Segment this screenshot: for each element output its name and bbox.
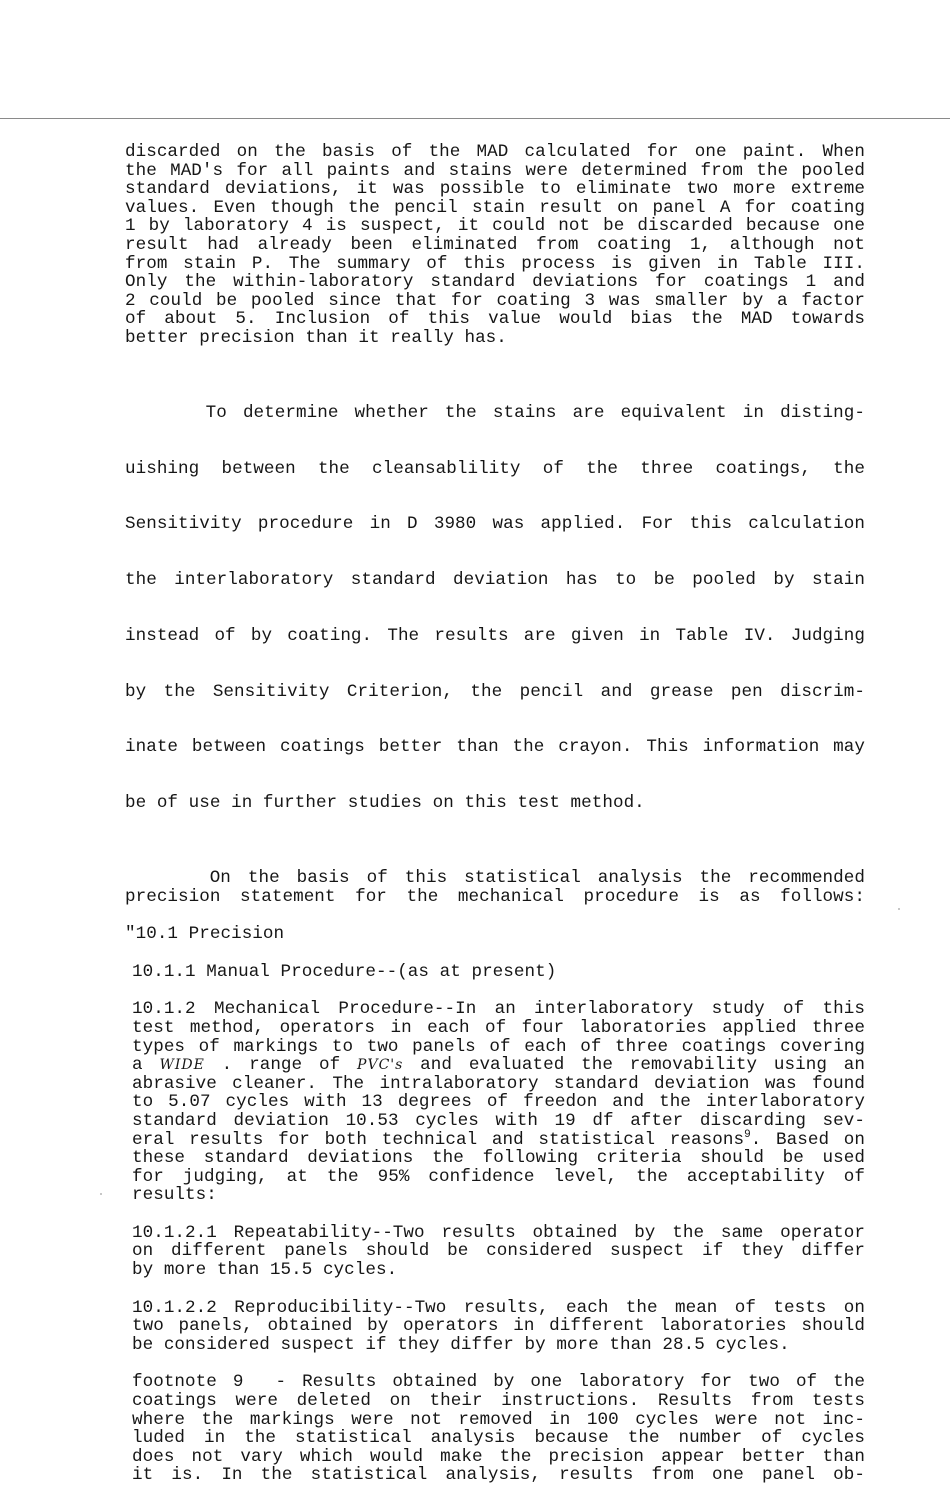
text-line: two panels, obtained by operators in different laboratories should (132, 1316, 865, 1337)
text-line: of about 5. Inclusion of this value would bias the MAD towards (125, 309, 865, 330)
text-line-with-footnote-ref (132, 1128, 865, 1150)
heading-text: "10.1 Precision (125, 924, 285, 945)
paragraph-stains-sensitivity (125, 367, 865, 850)
text-line: result had already been eliminated from coating 1, although not (125, 234, 865, 255)
section-repeatability (125, 1224, 865, 1280)
footnote-reference: 9 (744, 1128, 751, 1141)
text-fragment: . Based on (750, 1129, 865, 1150)
text-fragment: range of (249, 1055, 341, 1076)
text-line: precision statement for the mechanical procedure is as follows: (125, 886, 865, 907)
text-line: standard deviation 10.53 cycles with 19 df after discarding sev- (132, 1110, 865, 1131)
text-line: where the markings were not removed in 100 cycles were not inc- (132, 1409, 865, 1430)
text-line: on different panels should be considered suspect if they differ (132, 1241, 865, 1262)
section-reproducibility (125, 1299, 865, 1355)
text-line: luded in the statistical analysis because the number of cycles (132, 1428, 865, 1449)
heading-text: 10.1.1 Manual Procedure--(as at present) (132, 961, 557, 982)
text-line: results: (132, 1185, 217, 1206)
text-line: be considered suspect if they differ by more than 28.5 cycles. (132, 1334, 790, 1355)
text-line: instead of by coating. The results are given in Table IV. Judging (125, 625, 865, 646)
text-line: coatings were deleted on their instructions. Results from tests (132, 1391, 865, 1412)
handwritten-annotation: PVC's (357, 1057, 404, 1074)
document-page (125, 143, 865, 1504)
text-line-with-handwriting: a WIDE . range of PVC's and evaluated the removability using an (132, 1055, 866, 1076)
text-line: for judging, at the 95% confidence level, the acceptability of (132, 1166, 865, 1187)
text-line: test method, operators in each of four laboratories applied three (132, 1017, 865, 1038)
text-line: types of markings to two panels of each of three coatings covering (132, 1036, 865, 1057)
text-line: be of use in further studies on this test method. (125, 793, 645, 814)
text-line: uishing between the cleansablility of the three coatings, the (125, 458, 865, 479)
paragraph-recommended-statement (125, 869, 865, 906)
section-manual-procedure (125, 963, 865, 982)
section-heading-precision (125, 925, 865, 944)
text-line: better precision than it really has. (125, 327, 507, 348)
text-line: 2 could be pooled since that for coating 3 was smaller by a factor (125, 290, 865, 311)
top-rule (0, 118, 950, 119)
text-line: values. Even though the pencil stain result on panel A for coating (125, 197, 865, 218)
text-line: the MAD's for all paints and stains were determined from the pooled (125, 160, 865, 181)
text-line: 10.1.2.2 Reproducibility--Two results, each the mean of tests on (132, 1297, 865, 1318)
text-line: 1 by laboratory 4 is suspect, it could not be discarded because one (125, 216, 865, 237)
text-line: from stain P. The summary of this process is given in Table III. (125, 253, 865, 274)
scan-speck (898, 908, 900, 910)
text-line: Sensitivity procedure in D 3980 was applied. For this calculation (125, 514, 865, 535)
handwritten-annotation: WIDE (159, 1057, 205, 1074)
section-mechanical-procedure (125, 1000, 865, 1205)
paragraph-mad-continued (125, 143, 865, 348)
text-line: inate between coatings better than the crayon. This information may (125, 737, 865, 758)
text-line: To determine whether the stains are equivalent in disting- (125, 402, 865, 423)
text-line: abrasive cleaner. The intralaboratory standard deviation was found (132, 1073, 865, 1094)
text-line: Only the within-laboratory standard deviations for coatings 1 and (125, 272, 865, 293)
text-line: it is. In the statistical analysis, results from one panel ob- (132, 1465, 865, 1486)
footnote-9 (125, 1373, 865, 1485)
text-line: to 5.07 cycles with 13 degrees of freedon and the interlaboratory (132, 1092, 865, 1113)
text-line: does not vary which would make the precision appear better than (132, 1446, 865, 1467)
text-fragment: a (132, 1055, 143, 1076)
text-fragment: and evaluated the removability using an (420, 1055, 866, 1076)
text-line: standard deviations, it was possible to eliminate two more extreme (125, 179, 865, 200)
text-line: the interlaboratory standard deviation has to be pooled by stain (125, 570, 865, 591)
text-line: by the Sensitivity Criterion, the pencil and grease pen discrim- (125, 681, 865, 702)
text-line: On the basis of this statistical analysis the recommended (125, 867, 865, 888)
text-line: these standard deviations the following criteria should be used (132, 1148, 865, 1169)
text-line: by more than 15.5 cycles. (132, 1260, 398, 1281)
text-line: 10.1.2 Mechanical Procedure--In an interlaboratory study of this (132, 999, 865, 1020)
text-fragment: eral results for both technical and statistical reasons (132, 1129, 745, 1150)
text-line: footnote 9 - Results obtained by one laboratory for two of the (132, 1372, 865, 1393)
scan-speck (100, 1193, 102, 1195)
text-line: discarded on the basis of the MAD calculated for one paint. When (125, 142, 865, 162)
text-line: 10.1.2.1 Repeatability--Two results obtained by the same operator (132, 1222, 865, 1243)
